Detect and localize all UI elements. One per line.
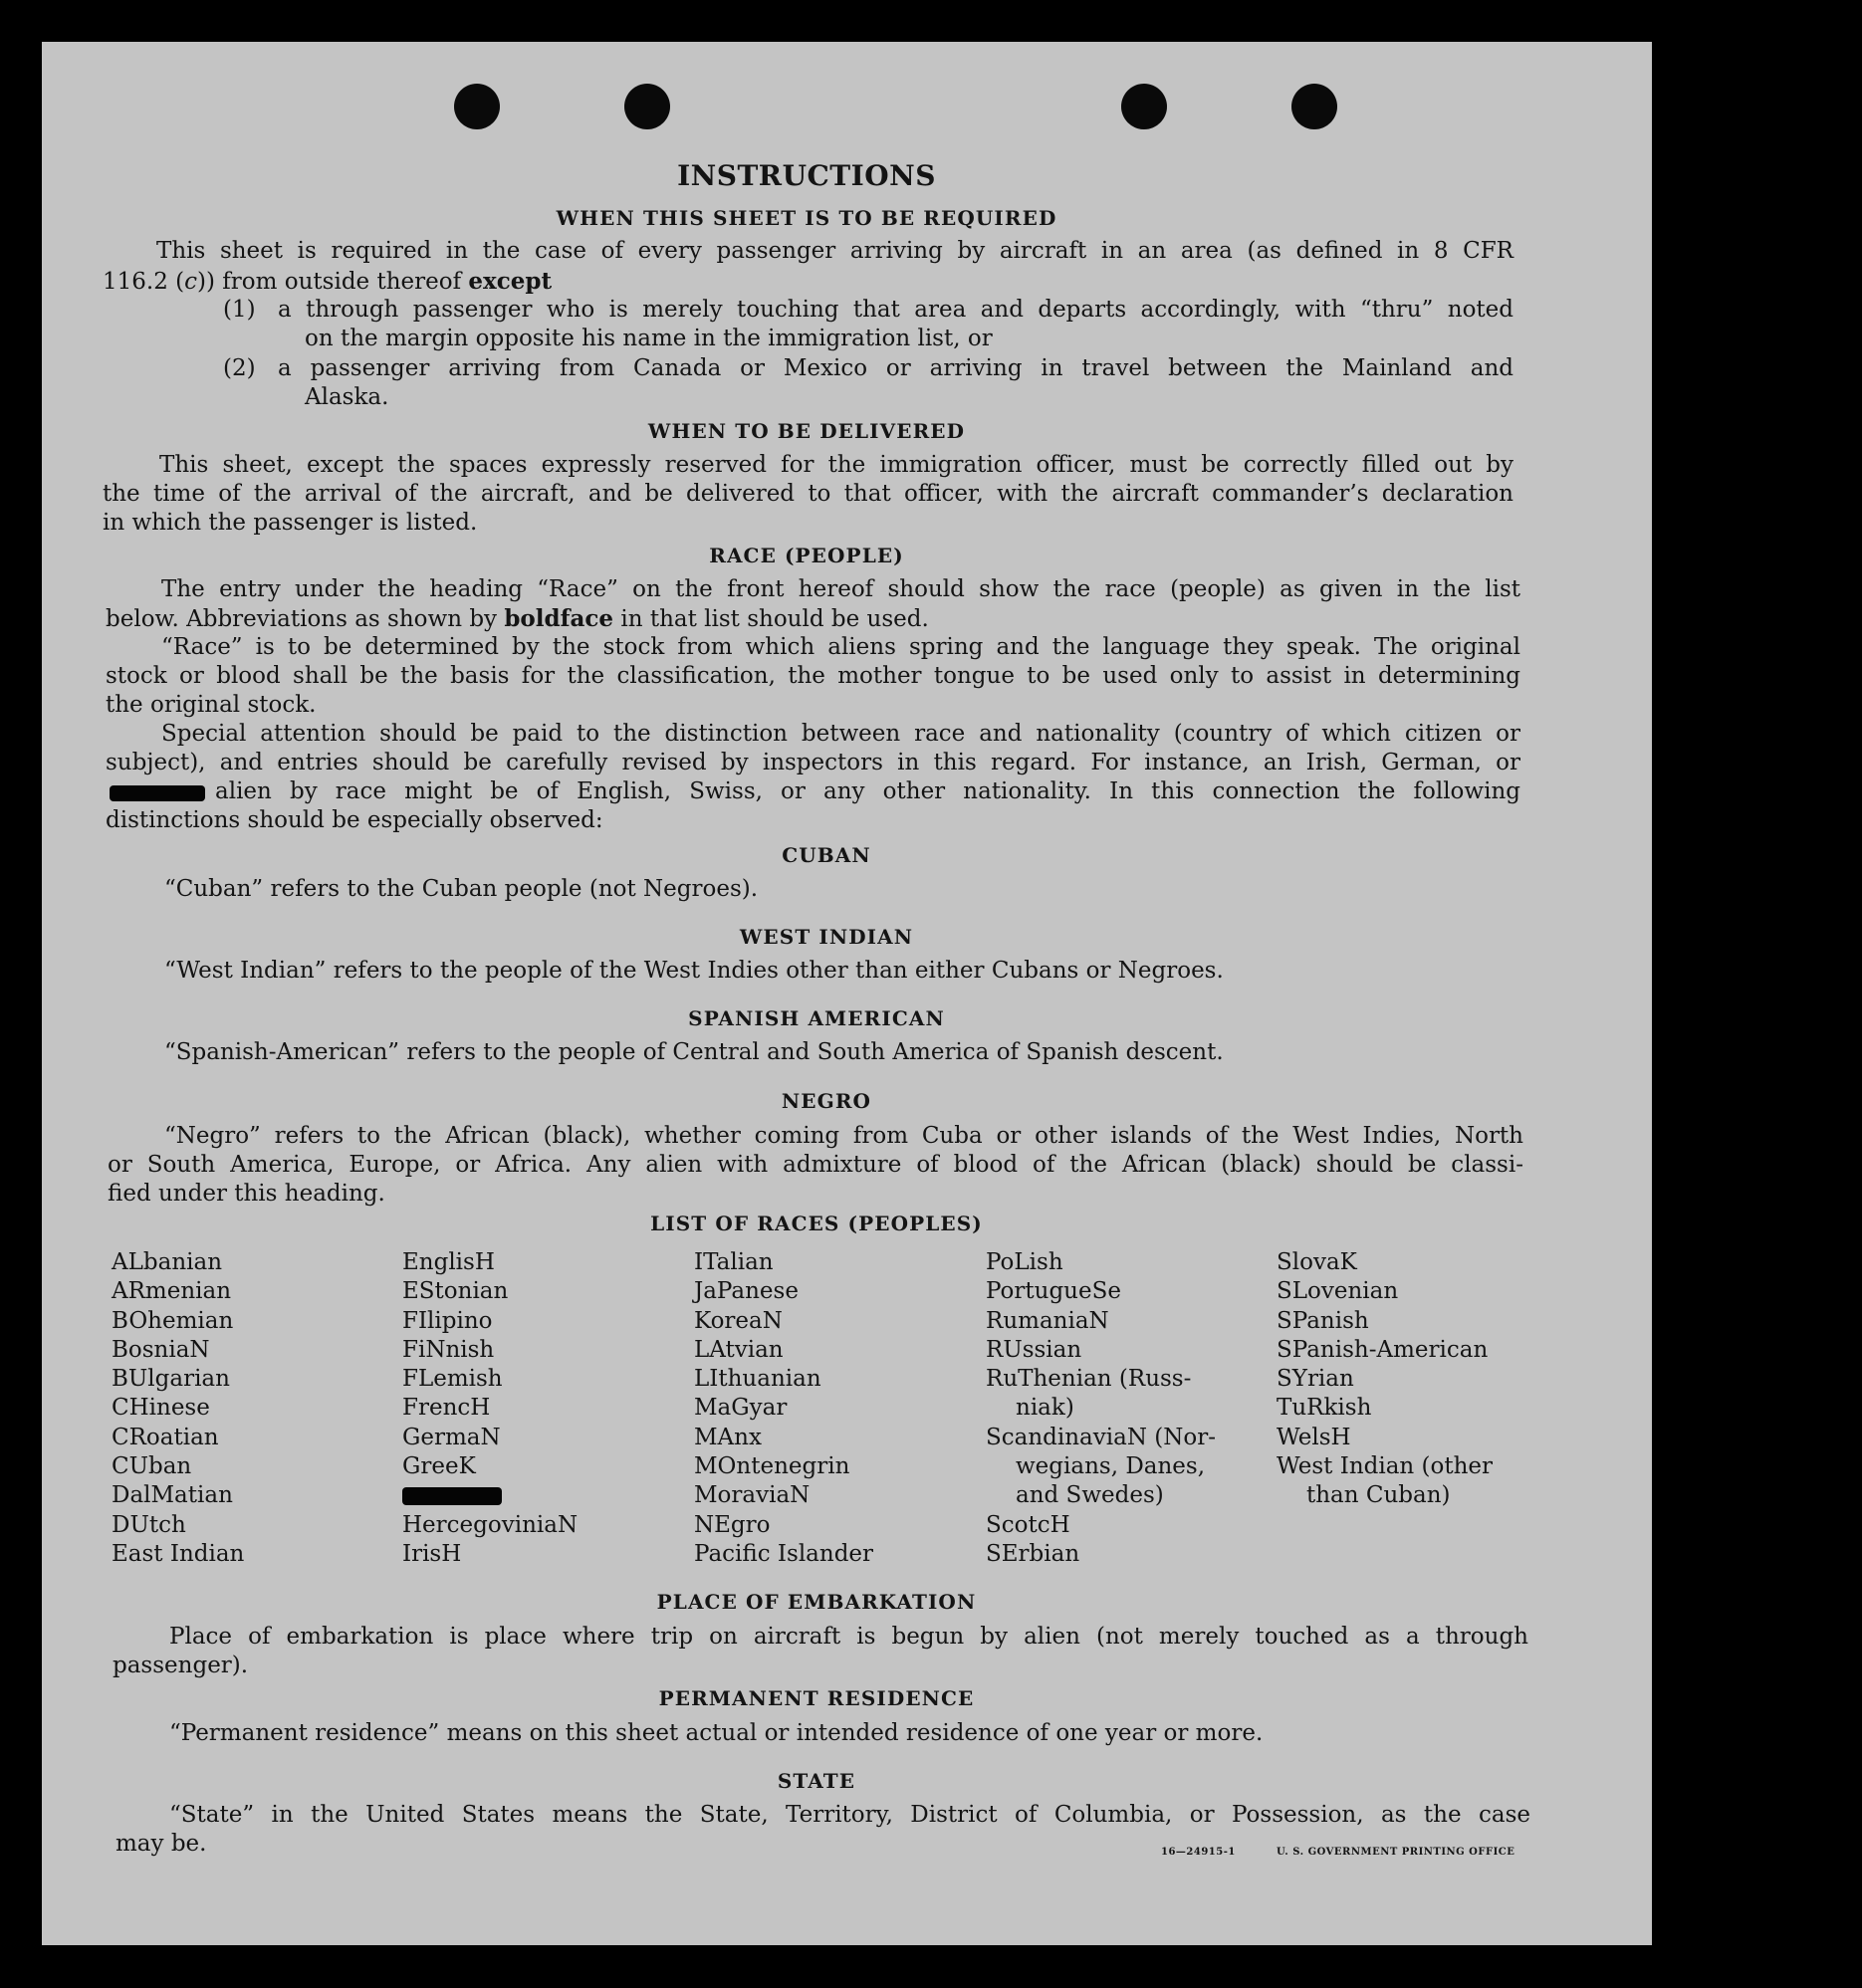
race-item: ScandinaviaN (Nor- (986, 1424, 1216, 1450)
section-heading-race: RACE (PEOPLE) (709, 544, 904, 567)
punch-hole (1121, 84, 1167, 129)
race-item: FiNnish (402, 1336, 495, 1363)
race-item: ScotcH (986, 1511, 1070, 1538)
race-item: HercegoviniaN (402, 1511, 579, 1538)
race-item: than Cuban) (1306, 1482, 1451, 1509)
section-heading-west-indian: WEST INDIAN (739, 925, 914, 949)
text-line: on the margin opposite his name in the immigration list, or (305, 326, 993, 351)
race-item: LIthuanian (694, 1366, 821, 1393)
text-line: distinctions should be especially observed: (106, 807, 603, 833)
race-item: SPanish-American (1277, 1336, 1489, 1363)
race-item: CHinese (112, 1395, 210, 1422)
race-item: EnglisH (402, 1249, 495, 1275)
race-item: West Indian (other (1277, 1453, 1494, 1480)
race-item: BOhemian (112, 1307, 234, 1334)
race-item: EStonian (402, 1278, 509, 1305)
redaction-mark (110, 785, 205, 801)
race-item: East Indian (112, 1540, 245, 1567)
race-item: CRoatian (112, 1424, 219, 1450)
punch-hole (624, 84, 670, 129)
text-line: 116.2 (c)) from outside thereof except (103, 268, 553, 295)
race-item: niak) (1016, 1395, 1074, 1422)
text-line: the time of the arrival of the aircraft, and be delivered to that officer, with the aircraft commander’s declaration (103, 481, 1513, 507)
race-item: CUban (112, 1453, 192, 1480)
text-line: in which the passenger is listed. (103, 510, 478, 536)
races-column-3 (694, 1248, 993, 1569)
race-item: ARmenian (112, 1278, 232, 1305)
race-item: TuRkish (1277, 1395, 1372, 1422)
race-item: SYrian (1277, 1366, 1354, 1393)
race-item-redacted (402, 1481, 701, 1510)
text-line: “Permanent residence” means on this sheet actual or intended residence of one year or more. (169, 1720, 1264, 1746)
section-heading-negro: NEGRO (781, 1089, 872, 1113)
text-line: This sheet, except the spaces expressly reserved for the immigration officer, must be correctly filled out by (159, 452, 1513, 478)
race-item: SLovenian (1277, 1278, 1399, 1305)
section-heading-required: WHEN THIS SHEET IS TO BE REQUIRED (556, 206, 1057, 230)
race-item: MaGyar (694, 1395, 788, 1422)
section-heading-spanish-american: SPANISH AMERICAN (688, 1006, 945, 1030)
race-item: ITalian (694, 1249, 774, 1275)
race-item: LAtvian (694, 1336, 784, 1363)
section-heading-embarkation: PLACE OF EMBARKATION (656, 1590, 977, 1614)
punch-hole (454, 84, 500, 129)
text-line: The entry under the heading “Race” on the front hereof should show the race (people) as given in the list (161, 576, 1520, 602)
race-item: FrencH (402, 1395, 491, 1422)
race-item: SErbian (986, 1540, 1080, 1567)
race-item: SPanish (1277, 1307, 1369, 1334)
race-item: RumaniaN (986, 1307, 1109, 1334)
races-column-1 (112, 1248, 410, 1569)
form-number: 16—24915-1 (1161, 1847, 1236, 1858)
race-item: NEgro (694, 1511, 771, 1538)
races-column-5 (1277, 1248, 1575, 1511)
race-item: wegians, Danes, (1016, 1453, 1206, 1480)
text-line: “Negro” refers to the African (black), whether coming from Cuba or other islands of the West Indies, North (164, 1123, 1523, 1149)
races-column-2 (402, 1248, 701, 1569)
race-item: and Swedes) (1016, 1482, 1164, 1509)
race-item: GermaN (402, 1424, 501, 1450)
race-item: IrisH (402, 1540, 462, 1567)
race-item: RuThenian (Russ- (986, 1366, 1192, 1393)
race-item: JaPanese (694, 1278, 799, 1305)
text-line: “West Indian” refers to the people of the West Indies other than either Cubans or Negroes. (164, 958, 1224, 984)
race-item: MAnx (694, 1424, 762, 1450)
redaction-mark (402, 1487, 502, 1505)
punch-hole (1291, 84, 1337, 129)
race-item: FLemish (402, 1366, 503, 1393)
race-item: PortugueSe (986, 1278, 1121, 1305)
printer-imprint: U. S. GOVERNMENT PRINTING OFFICE (1277, 1847, 1515, 1858)
race-item: MoraviaN (694, 1482, 811, 1509)
race-item: DUtch (112, 1511, 186, 1538)
text-line: or South America, Europe, or Africa. Any alien with admixture of blood of the African (black) should be classi- (108, 1152, 1523, 1178)
section-heading-state: STATE (777, 1769, 856, 1793)
race-item: SlovaK (1277, 1249, 1357, 1275)
text-line: subject), and entries should be carefully revised by inspectors in this regard. For instance, an Irish, German, or (106, 750, 1520, 775)
list-number: (1) (223, 297, 256, 323)
text-line: “Spanish-American” refers to the people of Central and South America of Spanish descent. (164, 1039, 1224, 1065)
text-line: may be. (116, 1831, 207, 1857)
text-line: Alaska. (305, 384, 389, 410)
race-item: ALbanian (112, 1249, 223, 1275)
text-line: below. Abbreviations as shown by boldface in that list should be used. (106, 605, 929, 632)
race-item: PoLish (986, 1249, 1063, 1275)
text-line: passenger). (113, 1653, 249, 1678)
text-line: “State” in the United States means the State, Territory, District of Columbia, or Possession, as the case (169, 1802, 1530, 1828)
race-item: FIlipino (402, 1307, 493, 1334)
section-heading-cuban: CUBAN (782, 843, 871, 867)
race-item: Pacific Islander (694, 1540, 874, 1567)
text-line: Place of embarkation is place where trip on aircraft is begun by alien (not merely touched as a through (169, 1624, 1528, 1650)
race-item: BUlgarian (112, 1366, 230, 1393)
races-column-4 (986, 1248, 1284, 1569)
text-line: alien by race might be of English, Swiss, or any other nationality. In this connection the following (215, 778, 1520, 804)
text-line: the original stock. (106, 692, 317, 718)
race-item: GreeK (402, 1453, 476, 1480)
section-heading-permanent-residence: PERMANENT RESIDENCE (658, 1686, 975, 1710)
text-line: stock or blood shall be the basis for the classification, the mother tongue to be used only to assist in determining (106, 663, 1520, 689)
text-line: Special attention should be paid to the distinction between race and nationality (country of which citizen or (161, 721, 1520, 747)
race-item: MOntenegrin (694, 1453, 850, 1480)
list-number: (2) (223, 355, 256, 381)
page-title: INSTRUCTIONS (677, 159, 936, 192)
race-item: BosniaN (112, 1336, 210, 1363)
text-line: fied under this heading. (108, 1181, 385, 1207)
race-item: KoreaN (694, 1307, 783, 1334)
race-item: WelsH (1277, 1424, 1351, 1450)
section-heading-list-of-races: LIST OF RACES (PEOPLES) (650, 1212, 983, 1235)
race-item: RUssian (986, 1336, 1082, 1363)
text-line: a passenger arriving from Canada or Mexico or arriving in travel between the Mainland and (278, 355, 1513, 381)
text-line: “Race” is to be determined by the stock from which aliens spring and the language they speak. The original (161, 634, 1520, 660)
text-line: a through passenger who is merely touching that area and departs accordingly, with “thru” noted (278, 297, 1513, 323)
text-line: This sheet is required in the case of every passenger arriving by aircraft in an area (as defined in 8 CFR (156, 238, 1513, 264)
race-item: DalMatian (112, 1482, 233, 1509)
section-heading-delivered: WHEN TO BE DELIVERED (647, 419, 966, 443)
text-line: “Cuban” refers to the Cuban people (not Negroes). (164, 876, 759, 902)
